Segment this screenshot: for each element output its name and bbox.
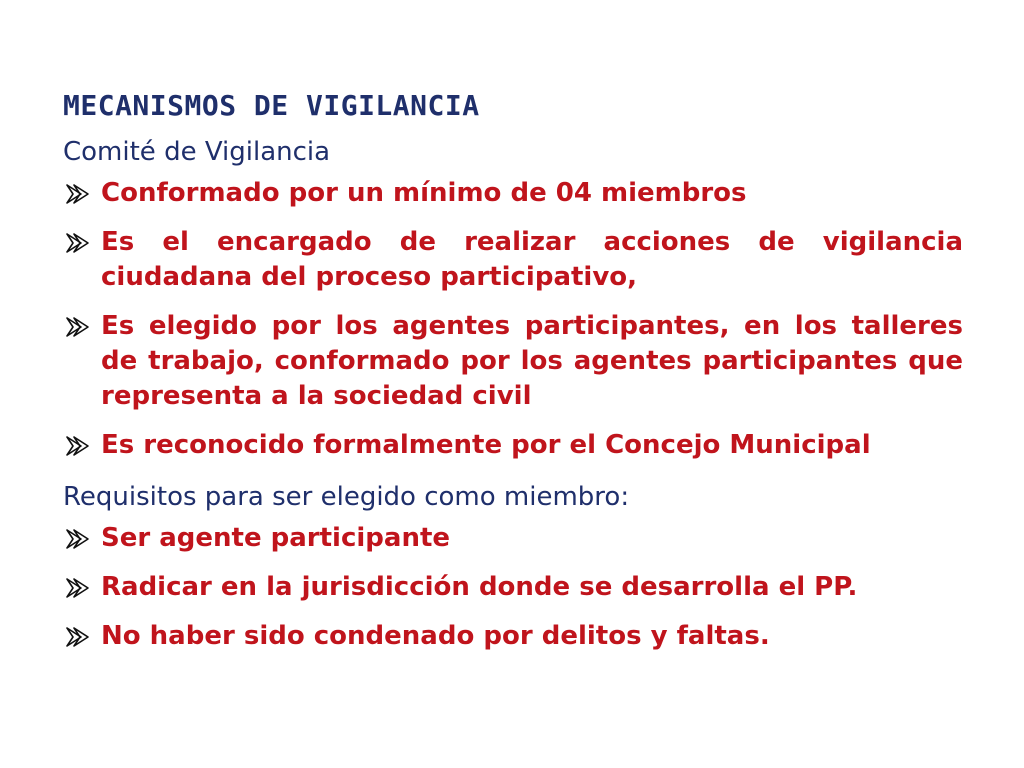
list-item — [63, 521, 963, 556]
list-item-text: Conformado por un mínimo de 04 miembros — [101, 178, 747, 208]
list-item-text: No haber sido condenado por delitos y faltas. — [101, 621, 770, 651]
arrow-bullet-icon — [65, 625, 91, 649]
slide-title: MECANISMOS DE VIGILANCIA — [63, 89, 480, 122]
list-item-text: Ser agente participante — [101, 523, 451, 553]
requirements-bullet-list — [63, 521, 963, 654]
list-item-text: Es elegido por los agentes participantes, en los talleres de trabajo, conformado por los agentes participantes que representa a la sociedad civil — [101, 311, 963, 411]
committee-bullet-list — [63, 176, 963, 463]
list-item-text: Radicar en la jurisdicción donde se desarrolla el PP. — [101, 572, 858, 602]
arrow-bullet-icon — [65, 315, 91, 339]
list-item — [63, 309, 963, 414]
arrow-bullet-icon — [65, 182, 91, 206]
list-item — [63, 619, 963, 654]
list-item — [63, 225, 963, 295]
list-item — [63, 428, 963, 463]
list-item — [63, 176, 963, 211]
arrow-bullet-icon — [65, 527, 91, 551]
arrow-bullet-icon — [65, 231, 91, 255]
slide-content — [63, 78, 963, 668]
list-item-text: Es reconocido formalmente por el Concejo Municipal — [101, 430, 871, 460]
arrow-bullet-icon — [65, 434, 91, 458]
list-item — [63, 570, 963, 605]
section-heading-committee: Comité de Vigilancia — [63, 137, 331, 167]
arrow-bullet-icon — [65, 576, 91, 600]
list-item-text: Es el encargado de realizar acciones de vigilancia ciudadana del proceso participativo, — [101, 227, 963, 292]
section-heading-requirements: Requisitos para ser elegido como miembro: — [63, 482, 630, 512]
